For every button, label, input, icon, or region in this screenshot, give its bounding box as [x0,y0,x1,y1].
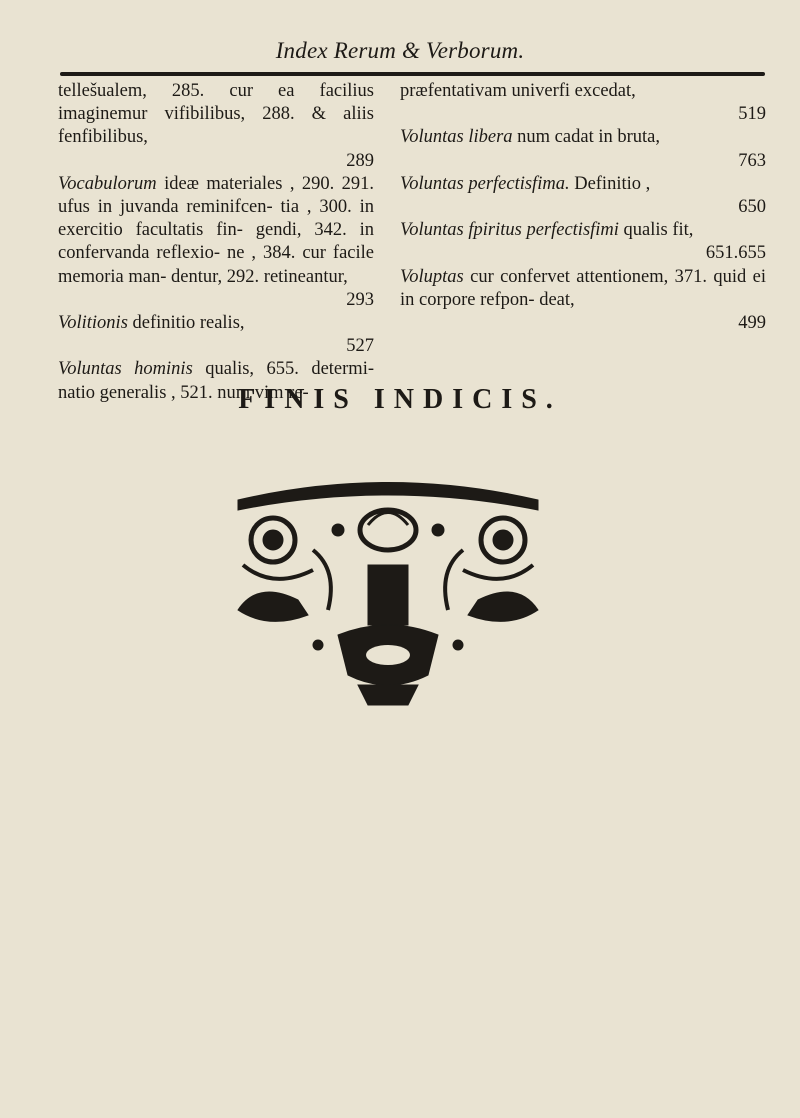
entry-term: Vocabulorum [58,173,157,194]
index-entry-volitionis [58,312,374,358]
ornament-top-band [238,483,538,511]
running-header: Index Rerum & Verborum. [275,38,525,63]
index-entry-voluntas-perfectisfima [400,173,766,219]
entry-text: definitio realis, [127,313,245,334]
entry-term: Voluntas fpiritus perfectisfimi [400,220,619,241]
index-entry-continued [58,80,374,173]
entry-term: Voluntas perfectisfima. [400,173,570,194]
page-reference: 519 [738,104,766,125]
right-column [400,80,766,335]
page-reference: 527 [346,336,374,357]
ornament-shell [360,510,416,550]
left-column [58,80,374,405]
page-reference: 763 [738,150,766,171]
page-reference: 293 [346,289,374,310]
entry-term: Voluntas hominis [58,359,193,380]
entry-term: Voluntas libera [400,127,513,148]
entry-text: num cadat in bruta, [512,127,660,148]
index-entry-voluptas [400,266,766,336]
entry-text: imaginemur vifibilibus, 288. & [58,104,327,125]
entry-text: Definitio , [569,173,651,194]
entry-term: Volitionis [58,313,128,334]
finis-indicis: FINIS INDICIS. [238,384,562,415]
ornament-leaf-right [468,592,538,621]
floral-vase-ornament-icon [218,470,558,715]
index-entry-vocabulorum [58,173,374,312]
page-reference: 651.655 [705,243,766,264]
entry-text: qualis fit, [618,220,694,241]
entry-term: Voluptas [400,266,464,287]
page-reference: 499 [738,313,766,334]
entry-text: tellešualem, 285. cur ea facilius [58,81,374,101]
entry-text: qualis, 655. determi- natio generalis , 521. num vim re- [58,359,374,403]
entry-text: ideæ materiales , 290. 291. ufus in juvanda reminifcen- tia , 300. in exercitio facultatis fin- gendi, 342. in confervanda reflexio- ne , 384. cur facile memoria man- dentur, 292. retineantur, [58,173,374,287]
entry-text: præfentativam univerfi excedat, [400,81,636,101]
ornament-vase-foot [358,685,418,705]
page-reference: 289 [346,150,374,171]
ornament-leaf-left [238,592,308,621]
ornament-stalk [368,565,408,625]
page-reference: 650 [738,197,766,218]
index-entry-voluntas-libera [400,126,766,172]
index-entry-voluntas-spiritus [400,219,766,265]
entry-text: cur confervet attentionem, 371. quid ei in corpore refpon- deat, [400,266,766,310]
index-entry-continued [400,80,766,126]
entry-text: aliis fenfibilibus, [58,104,374,148]
header-rule [60,72,765,76]
